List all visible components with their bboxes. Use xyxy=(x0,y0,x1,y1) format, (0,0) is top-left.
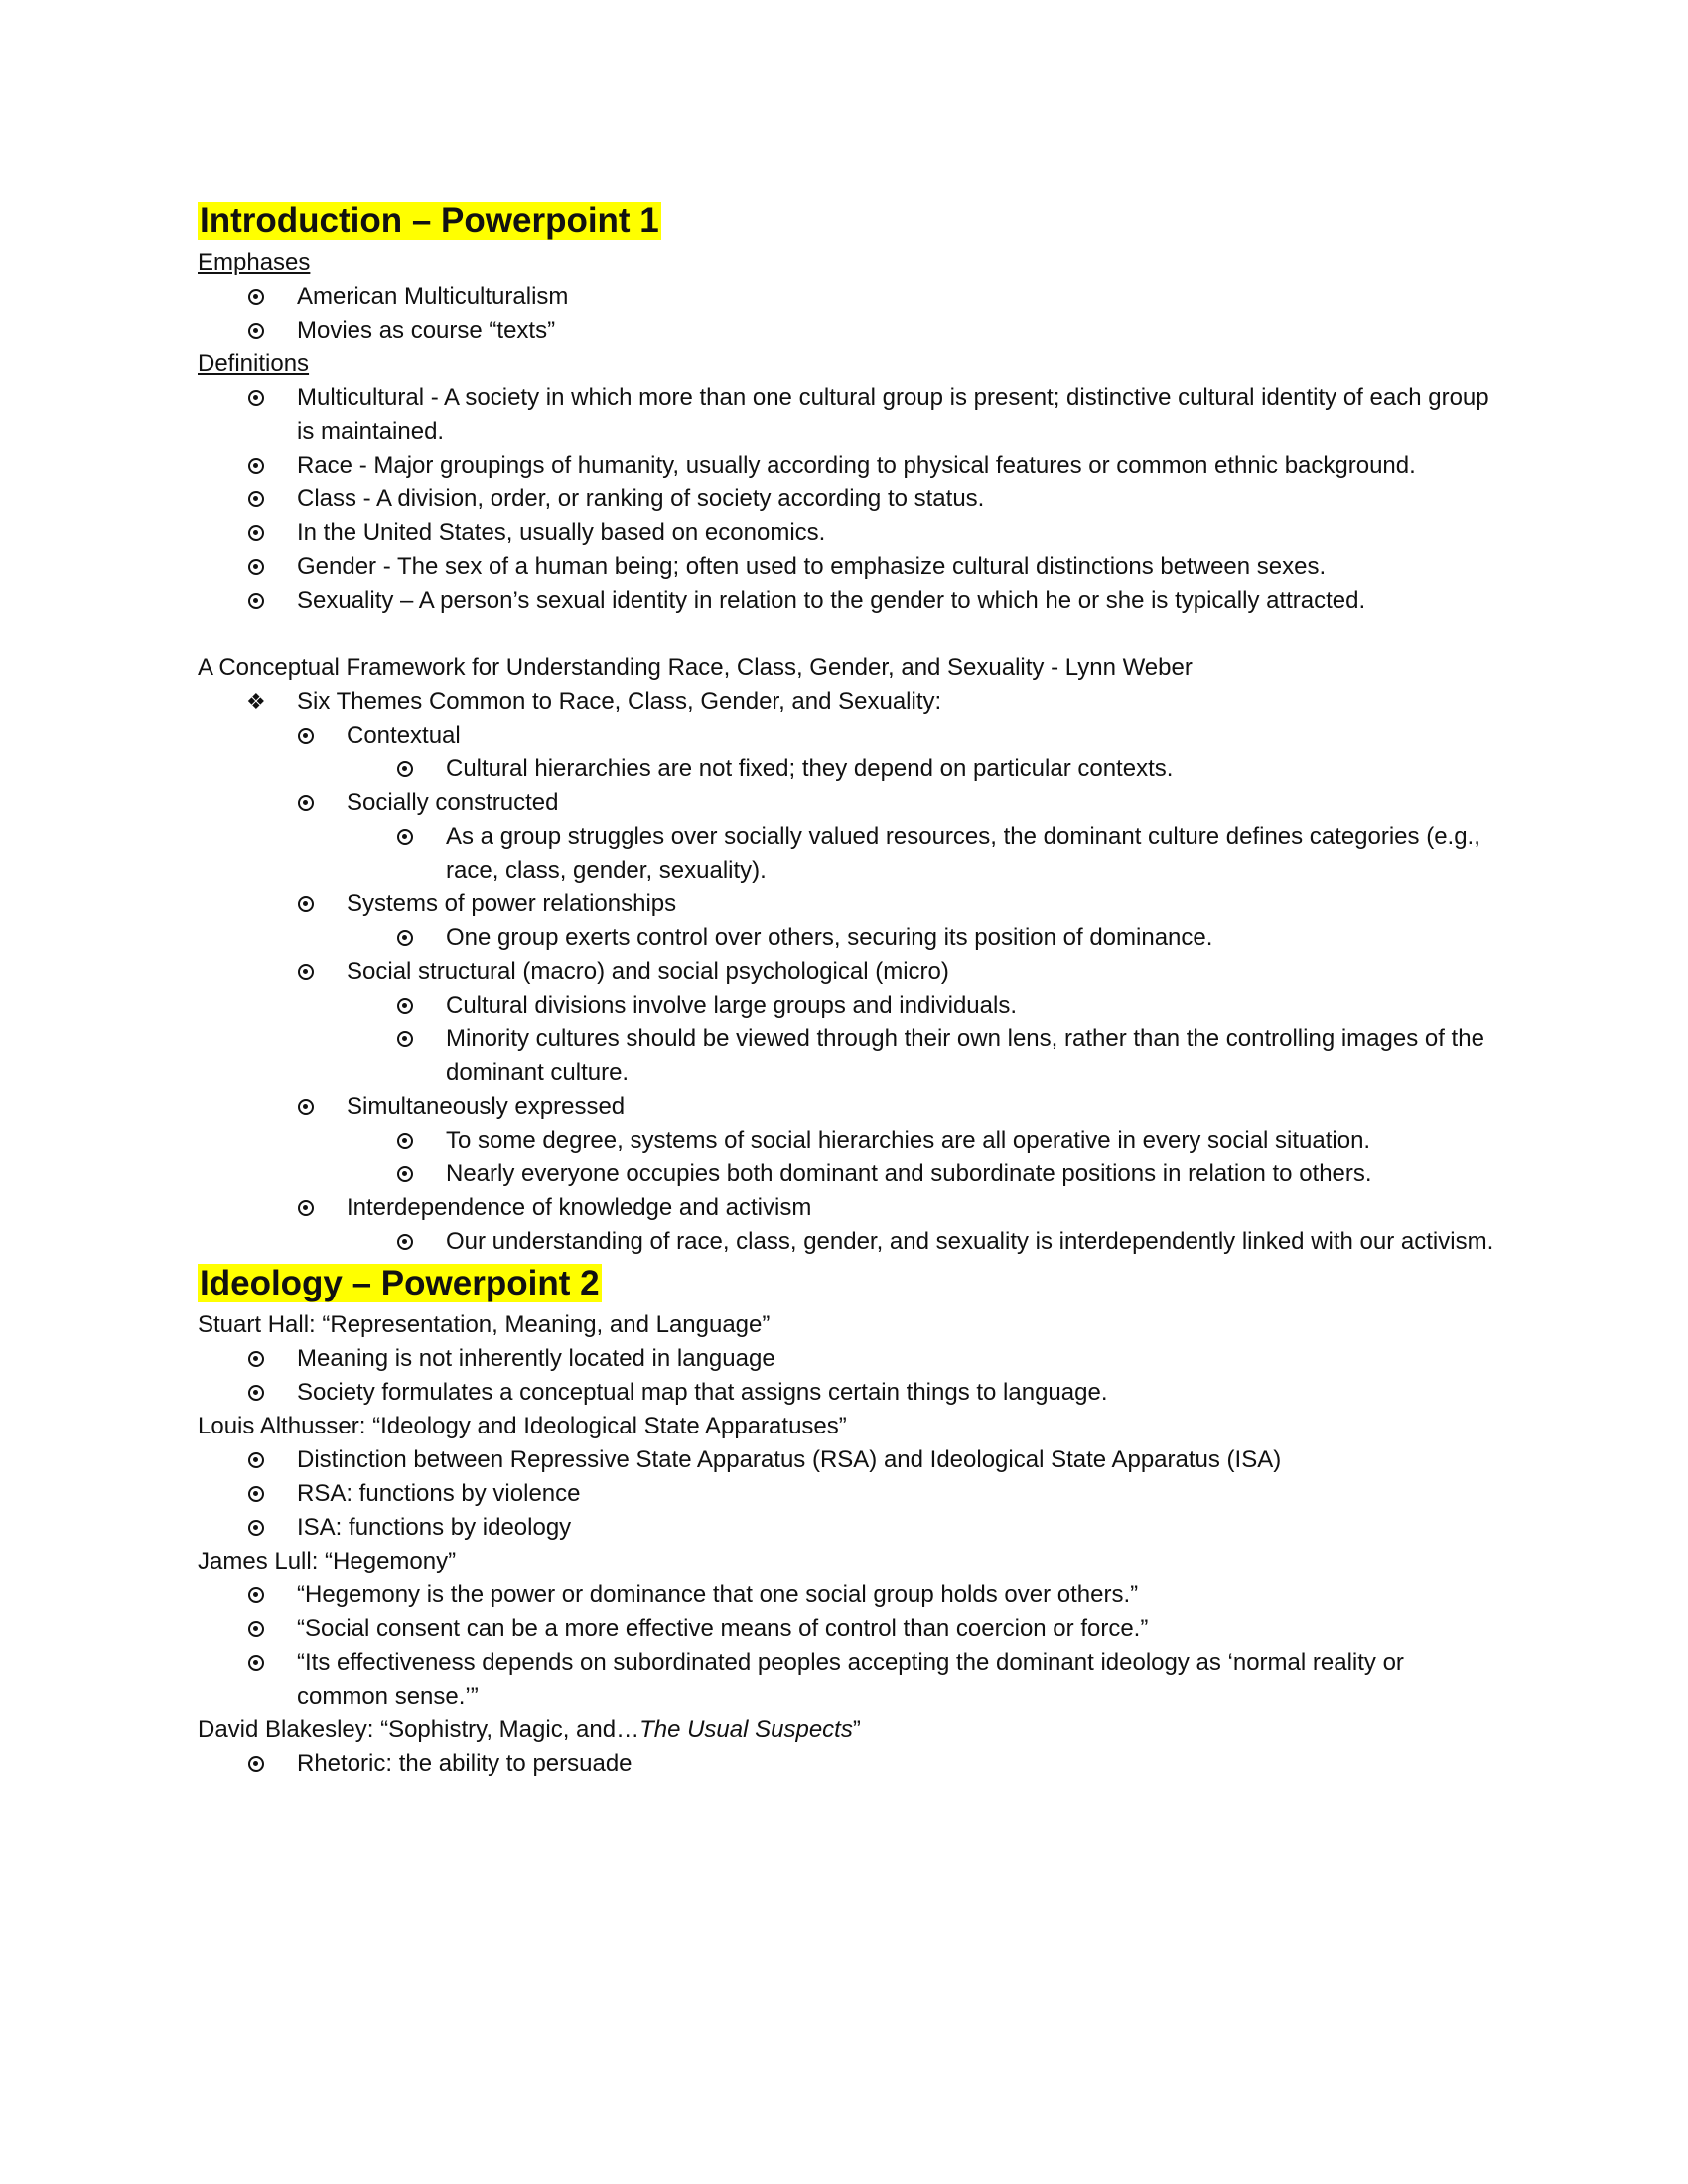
bullet-icon xyxy=(397,829,413,845)
bullet-icon xyxy=(248,1351,264,1367)
list-item: Race - Major groupings of humanity, usually according to physical features or common ethnic background. xyxy=(198,449,1498,482)
bullet-icon xyxy=(248,1385,264,1401)
list-item: ISA: functions by ideology xyxy=(198,1511,1498,1545)
bullet-icon xyxy=(248,289,264,305)
bullet-icon xyxy=(248,1520,264,1536)
bullet-icon xyxy=(248,323,264,339)
theme-point: Cultural hierarchies are not fixed; they depend on particular contexts. xyxy=(198,752,1498,786)
group-list xyxy=(198,1443,1498,1545)
list-item: American Multiculturalism xyxy=(198,280,1498,314)
theme-point: As a group struggles over socially valued resources, the dominant culture defines categories (e.g., race, class, gender, sexuality). xyxy=(198,820,1498,887)
list-item: Sexuality – A person’s sexual identity in relation to the gender to which he or she is typically attracted. xyxy=(198,584,1498,617)
theme-point: Minority cultures should be viewed through their own lens, rather than the controlling images of the dominant culture. xyxy=(198,1023,1498,1090)
list-item: Class - A division, order, or ranking of society according to status. xyxy=(198,482,1498,516)
bullet-icon xyxy=(298,964,314,980)
themes-list xyxy=(198,685,1498,1259)
bullet-icon xyxy=(248,1452,264,1468)
bullet-icon xyxy=(248,458,264,474)
list-item: “Social consent can be a more effective means of control than coercion or force.” xyxy=(198,1612,1498,1646)
bullet-icon xyxy=(248,491,264,507)
emphases-label: Emphases xyxy=(198,249,311,276)
theme-item: Simultaneously expressed xyxy=(198,1090,1498,1124)
list-item: “Hegemony is the power or dominance that one social group holds over others.” xyxy=(198,1578,1498,1612)
section2-heading: Ideology – Powerpoint 2 xyxy=(200,1264,600,1302)
group-list xyxy=(198,1578,1498,1713)
list-item: Multicultural - A society in which more than one cultural group is present; distinctive cultural identity of each group is maintained. xyxy=(198,381,1498,449)
bullet-icon xyxy=(248,1655,264,1671)
list-item: In the United States, usually based on economics. xyxy=(198,516,1498,550)
bullet-icon xyxy=(397,761,413,777)
theme-item: Systems of power relationships xyxy=(198,887,1498,921)
bullet-icon xyxy=(298,795,314,811)
theme-item: Contextual xyxy=(198,719,1498,752)
list-item: Movies as course “texts” xyxy=(198,314,1498,347)
bullet-icon xyxy=(397,1166,413,1182)
list-item: Society formulates a conceptual map that assigns certain things to language. xyxy=(198,1376,1498,1410)
group-heading: David Blakesley: “Sophistry, Magic, and…The Usual Suspects” xyxy=(198,1716,861,1743)
group-list xyxy=(198,1747,1498,1781)
theme-point: Our understanding of race, class, gender, and sexuality is interdependently linked with our activism. xyxy=(198,1225,1498,1259)
bullet-icon xyxy=(248,525,264,541)
list-item: Meaning is not inherently located in language xyxy=(198,1342,1498,1376)
theme-point: To some degree, systems of social hierarchies are all operative in every social situation. xyxy=(198,1124,1498,1158)
bullet-icon xyxy=(248,1756,264,1772)
bullet-icon xyxy=(298,1200,314,1216)
bullet-icon xyxy=(397,930,413,946)
theme-item: Interdependence of knowledge and activism xyxy=(198,1191,1498,1225)
group-heading: Louis Althusser: “Ideology and Ideological State Apparatuses” xyxy=(198,1413,847,1439)
list-item: Gender - The sex of a human being; often used to emphasize cultural distinctions between sexes. xyxy=(198,550,1498,584)
definitions-list xyxy=(198,381,1498,617)
bullet-icon xyxy=(248,593,264,609)
definitions-label: Definitions xyxy=(198,350,310,377)
bullet-icon xyxy=(298,896,314,912)
list-item: Distinction between Repressive State Apparatus (RSA) and Ideological State Apparatus (ISA) xyxy=(198,1443,1498,1477)
themes-label: ❖ Six Themes Common to Race, Class, Gender, and Sexuality: xyxy=(198,685,1498,719)
bullet-icon xyxy=(298,728,314,744)
bullet-icon xyxy=(248,1486,264,1502)
section1-heading: Introduction – Powerpoint 1 xyxy=(200,202,659,240)
bullet-icon xyxy=(397,998,413,1014)
bullet-icon xyxy=(397,1234,413,1250)
bullet-icon xyxy=(248,390,264,406)
bullet-icon xyxy=(397,1031,413,1047)
bullet-icon xyxy=(397,1133,413,1149)
bullet-icon xyxy=(248,1587,264,1603)
bullet-icon xyxy=(298,1099,314,1115)
theme-point: Cultural divisions involve large groups and individuals. xyxy=(198,989,1498,1023)
theme-point: One group exerts control over others, securing its position of dominance. xyxy=(198,921,1498,955)
list-item: Rhetoric: the ability to persuade xyxy=(198,1747,1498,1781)
theme-item: Socially constructed xyxy=(198,786,1498,820)
group-list xyxy=(198,1342,1498,1410)
diamond-bullet-icon: ❖ xyxy=(246,689,266,714)
theme-point: Nearly everyone occupies both dominant and subordinate positions in relation to others. xyxy=(198,1158,1498,1191)
bullet-icon xyxy=(248,1621,264,1637)
bullet-icon xyxy=(248,559,264,575)
list-item: “Its effectiveness depends on subordinated peoples accepting the dominant ideology as ‘normal reality or common sense.’” xyxy=(198,1646,1498,1713)
film-title: The Usual Suspects xyxy=(639,1716,853,1743)
document-page xyxy=(198,197,1498,1781)
theme-item: Social structural (macro) and social psychological (micro) xyxy=(198,955,1498,989)
group-heading: James Lull: “Hegemony” xyxy=(198,1548,457,1574)
framework-title: A Conceptual Framework for Understanding Race, Class, Gender, and Sexuality - Lynn Weber xyxy=(198,654,1193,681)
group-heading: Stuart Hall: “Representation, Meaning, and Language” xyxy=(198,1311,771,1338)
emphases-list xyxy=(198,280,1498,347)
list-item: RSA: functions by violence xyxy=(198,1477,1498,1511)
